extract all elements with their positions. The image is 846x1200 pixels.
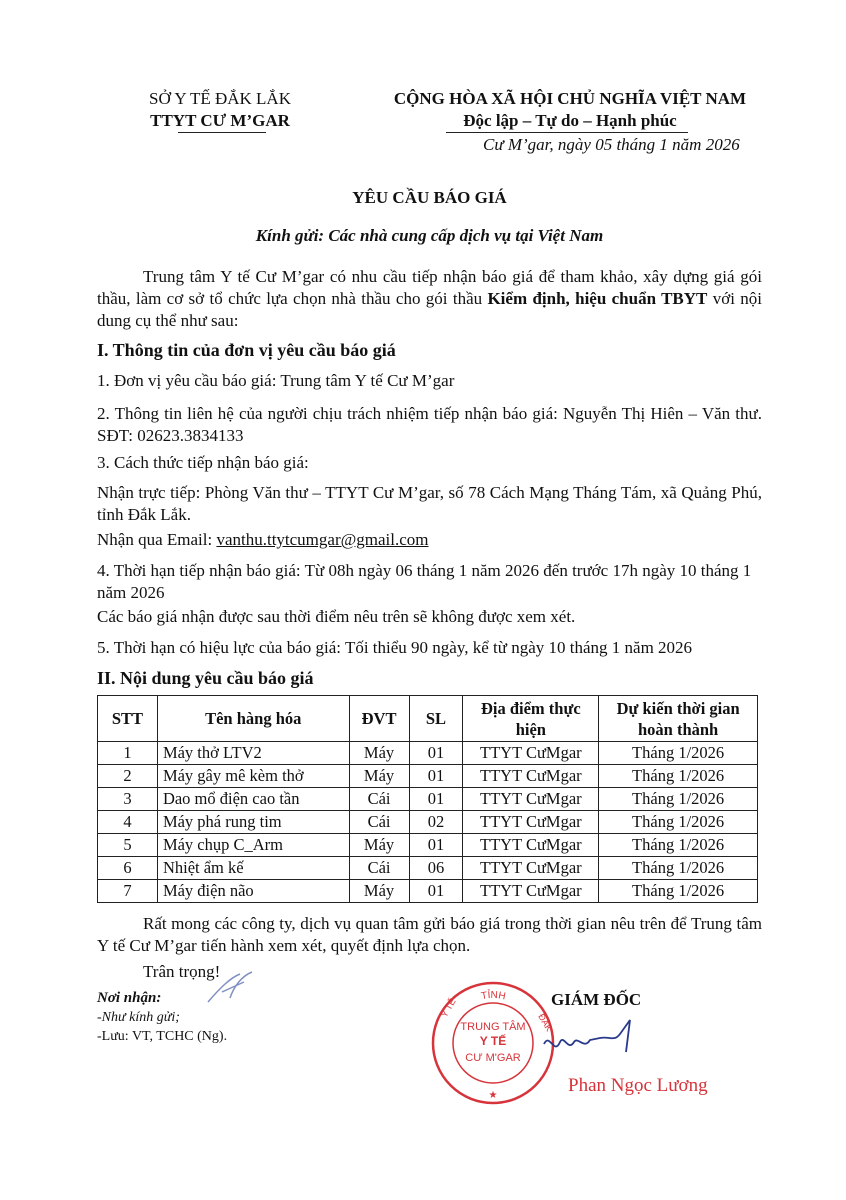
email-link[interactable]: vanthu.ttytcumgar@gmail.com bbox=[216, 530, 429, 549]
cell-unit: Cái bbox=[349, 857, 409, 880]
national-title: CỘNG HÒA XÃ HỘI CHỦ NGHĨA VIỆT NAM bbox=[393, 89, 747, 108]
recipient-line-1: -Như kính gửi; bbox=[97, 1010, 180, 1025]
cell-name: Máy chụp C_Arm bbox=[157, 834, 349, 857]
cell-stt: 3 bbox=[98, 788, 158, 811]
cell-unit: Máy bbox=[349, 880, 409, 903]
cell-qty: 01 bbox=[409, 742, 463, 765]
table-row bbox=[98, 834, 758, 857]
signer-name: Phan Ngọc Lương bbox=[568, 1075, 708, 1096]
table-row bbox=[98, 742, 758, 765]
cell-qty: 01 bbox=[409, 834, 463, 857]
initial-mark bbox=[200, 968, 260, 1008]
cell-time: Tháng 1/2026 bbox=[599, 880, 758, 903]
cell-unit: Máy bbox=[349, 765, 409, 788]
cell-place: TTYT CưMgar bbox=[463, 765, 599, 788]
cell-name: Máy gây mê kèm thở bbox=[157, 765, 349, 788]
cell-qty: 01 bbox=[409, 880, 463, 903]
seal-star: ★ bbox=[488, 1090, 498, 1101]
cell-place: TTYT CưMgar bbox=[463, 880, 599, 903]
cell-qty: 06 bbox=[409, 857, 463, 880]
late-note: Các báo giá nhận được sau thời điểm nêu trên sẽ không được xem xét. bbox=[97, 607, 576, 626]
unit-underline bbox=[178, 132, 266, 133]
seal-center-2: Y TẾ bbox=[479, 1034, 507, 1048]
seal-ring-right: ĐẮK bbox=[536, 1012, 555, 1034]
contact-info: 2. Thông tin liên hệ của người chịu trách nhiệm tiếp nhận báo giá: Nguyễn Thị Hiên – Văn thư. SĐT: 02623.3834133 bbox=[97, 404, 762, 445]
cell-qty: 01 bbox=[409, 765, 463, 788]
cell-name: Dao mổ điện cao tần bbox=[157, 788, 349, 811]
cell-stt: 5 bbox=[98, 834, 158, 857]
cell-name: Máy thở LTV2 bbox=[157, 742, 349, 765]
table-row bbox=[98, 857, 758, 880]
cell-name: Máy phá rung tim bbox=[157, 811, 349, 834]
package-name: Kiểm định, hiệu chuẩn TBYT bbox=[487, 289, 708, 308]
table-row bbox=[98, 811, 758, 834]
cell-stt: 1 bbox=[98, 742, 158, 765]
signature-scribble bbox=[540, 1012, 650, 1062]
cell-unit: Cái bbox=[349, 788, 409, 811]
col-stt: STT bbox=[98, 696, 158, 742]
email-label: Nhận qua Email: bbox=[97, 530, 217, 549]
col-unit: ĐVT bbox=[349, 696, 409, 742]
quote-table bbox=[97, 695, 758, 903]
table-row bbox=[98, 765, 758, 788]
cell-name: Nhiệt ẩm kế bbox=[157, 857, 349, 880]
unit-name: TTYT CƯ M’GAR bbox=[150, 111, 290, 130]
cell-qty: 01 bbox=[409, 788, 463, 811]
col-time: Dự kiến thời gian hoàn thành bbox=[599, 696, 758, 742]
signature-stroke bbox=[544, 1020, 630, 1052]
intro-text: Trung tâm Y tế Cư M’gar có nhu cầu tiếp nhận báo giá để tham khảo, xây dựng giá gói thầu, làm cơ sở tổ chức lựa chọn nhà thầu cho gói thầu bbox=[97, 267, 762, 308]
deadline: 4. Thời hạn tiếp nhận báo giá: Từ 08h ngày 06 tháng 1 năm 2026 đến trước 17h ngày 10 tháng 1 năm 2026 bbox=[97, 561, 752, 602]
receive-method-title: 3. Cách thức tiếp nhận báo giá: bbox=[97, 453, 309, 472]
cell-stt: 4 bbox=[98, 811, 158, 834]
closing-paragraph: Rất mong các công ty, dịch vụ quan tâm gửi báo giá trong thời gian nêu trên để Trung tâm Y tế Cư M’gar tiến hành xem xét, quyết định lựa chọn. bbox=[97, 914, 762, 955]
cell-place: TTYT CưMgar bbox=[463, 811, 599, 834]
signer-role: GIÁM ĐỐC bbox=[551, 990, 642, 1009]
table-header-row bbox=[98, 696, 758, 742]
seal-ring-left: Y TẾ bbox=[439, 996, 458, 1019]
cell-time: Tháng 1/2026 bbox=[599, 811, 758, 834]
motto-underline bbox=[446, 132, 688, 133]
intro-paragraph bbox=[97, 266, 762, 332]
section-1-heading: I. Thông tin của đơn vị yêu cầu báo giá bbox=[97, 340, 396, 360]
col-qty: SL bbox=[409, 696, 463, 742]
cell-place: TTYT CưMgar bbox=[463, 834, 599, 857]
cell-stt: 6 bbox=[98, 857, 158, 880]
cell-qty: 02 bbox=[409, 811, 463, 834]
table-row bbox=[98, 788, 758, 811]
table-row bbox=[98, 880, 758, 903]
initial-stroke bbox=[208, 972, 252, 1002]
col-place: Địa điểm thực hiện bbox=[463, 696, 599, 742]
seal-center-1: TRUNG TÂM bbox=[460, 1021, 526, 1033]
cell-place: TTYT CưMgar bbox=[463, 742, 599, 765]
cell-time: Tháng 1/2026 bbox=[599, 742, 758, 765]
receive-email bbox=[97, 530, 429, 550]
recipient-line: Kính gửi: Các nhà cung cấp dịch vụ tại Việt Nam bbox=[255, 226, 604, 245]
recipient-line-2: -Lưu: VT, TCHC (Ng). bbox=[97, 1029, 228, 1044]
motto: Độc lập – Tự do – Hạnh phúc bbox=[463, 111, 677, 130]
seal-center-3: CƯ M'GAR bbox=[465, 1052, 521, 1064]
receive-direct: Nhận trực tiếp: Phòng Văn thư – TTYT Cư M’gar, số 78 Cách Mạng Tháng Tám, xã Quảng Phú, tỉnh Đắk Lắk. bbox=[97, 483, 762, 524]
validity: 5. Thời hạn có hiệu lực của báo giá: Tối thiểu 90 ngày, kể từ ngày 10 tháng 1 năm 2026 bbox=[97, 638, 693, 657]
document-title: YÊU CẦU BÁO GIÁ bbox=[352, 188, 507, 207]
cell-unit: Cái bbox=[349, 811, 409, 834]
cell-place: TTYT CưMgar bbox=[463, 788, 599, 811]
cell-time: Tháng 1/2026 bbox=[599, 788, 758, 811]
col-name: Tên hàng hóa bbox=[157, 696, 349, 742]
regards: Trân trọng! bbox=[143, 962, 221, 981]
cell-stt: 2 bbox=[98, 765, 158, 788]
requester-unit: 1. Đơn vị yêu cầu báo giá: Trung tâm Y tế Cư M’gar bbox=[97, 371, 455, 390]
cell-unit: Máy bbox=[349, 742, 409, 765]
recipients-label: Nơi nhận: bbox=[97, 990, 162, 1006]
cell-stt: 7 bbox=[98, 880, 158, 903]
cell-place: TTYT CưMgar bbox=[463, 857, 599, 880]
section-2-heading: II. Nội dung yêu cầu báo giá bbox=[97, 668, 314, 688]
cell-unit: Máy bbox=[349, 834, 409, 857]
issue-date: Cư M’gar, ngày 05 tháng 1 năm 2026 bbox=[483, 135, 740, 154]
seal-ring-text: TỈNH bbox=[480, 989, 507, 1003]
cell-time: Tháng 1/2026 bbox=[599, 857, 758, 880]
cell-time: Tháng 1/2026 bbox=[599, 834, 758, 857]
agency-name: SỞ Y TẾ ĐẮK LẮK bbox=[149, 89, 291, 108]
intro-text-end: với nội dung cụ thể như sau: bbox=[97, 289, 762, 330]
cell-name: Máy điện não bbox=[157, 880, 349, 903]
cell-time: Tháng 1/2026 bbox=[599, 765, 758, 788]
